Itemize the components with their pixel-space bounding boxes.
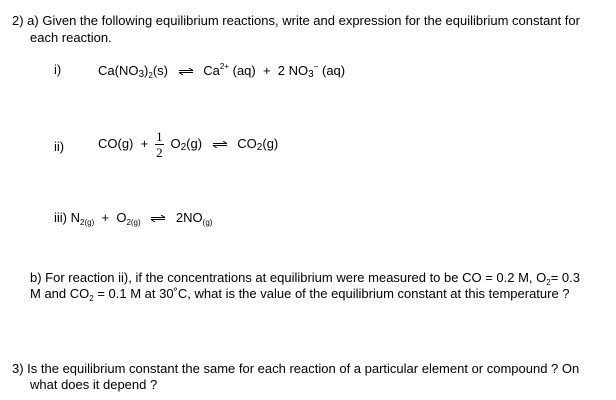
reaction-i-product-2: 2 NO3− (aq) <box>277 62 346 80</box>
equilibrium-arrow-icon <box>178 68 194 75</box>
question-2a-line2: each reaction. <box>30 30 112 45</box>
reaction-iii-product: $2NO_{(g)}$ <box>175 210 213 227</box>
question-2a-line1: 2) a) Given the following equilibrium reactions, write and expression for the equilibrium constant for <box>12 13 580 28</box>
question-2b-line2: M and $CO_2 = 0.1$ M at 30˚C, what is the value of the equilibrium constant at this temperature ? <box>30 286 570 303</box>
reaction-ii-label: ii) <box>54 139 65 154</box>
reaction-ii-equation <box>98 129 278 163</box>
reaction-i-plus: + <box>262 63 271 78</box>
reaction-iii-label: iii) <box>54 210 67 225</box>
one-half-fraction: $\frac{1}{2}$ <box>156 129 163 161</box>
reaction-ii-product: CO2(g) <box>237 136 279 153</box>
equilibrium-arrow-icon <box>150 215 166 222</box>
reaction-ii-reactant-1: CO(g) <box>98 136 134 151</box>
reaction-iii-reactant-2: $O_{2(g)}$ <box>116 210 141 227</box>
reaction-iii-plus: + <box>101 210 110 225</box>
reaction-i-equation <box>98 62 345 80</box>
reaction-iii-equation <box>54 210 212 227</box>
equilibrium-arrow-icon <box>212 141 228 148</box>
reaction-i-label: i) <box>54 62 62 77</box>
question-3-line2: what does it depend ? <box>30 377 158 392</box>
reaction-ii-reactant-2: O2(g) <box>170 136 203 153</box>
reaction-i-product-1: $Ca^{2+}$ (aq) <box>203 62 256 78</box>
question-3-line1: 3) Is the equilibrium constant the same for each reaction of a particular element or compound ? On <box>12 361 580 376</box>
reaction-i-reactant: $Ca(NO3)_2(s)$ <box>98 63 168 80</box>
reaction-ii-plus: + <box>140 136 149 151</box>
question-2b-line1: b) For reaction ii), if the concentrations at equilibrium were measured to be CO = 0.2 M, $O_2= 0.3$ <box>30 270 580 287</box>
reaction-iii-reactant-1: $N_{2(g)}$ <box>70 210 95 227</box>
